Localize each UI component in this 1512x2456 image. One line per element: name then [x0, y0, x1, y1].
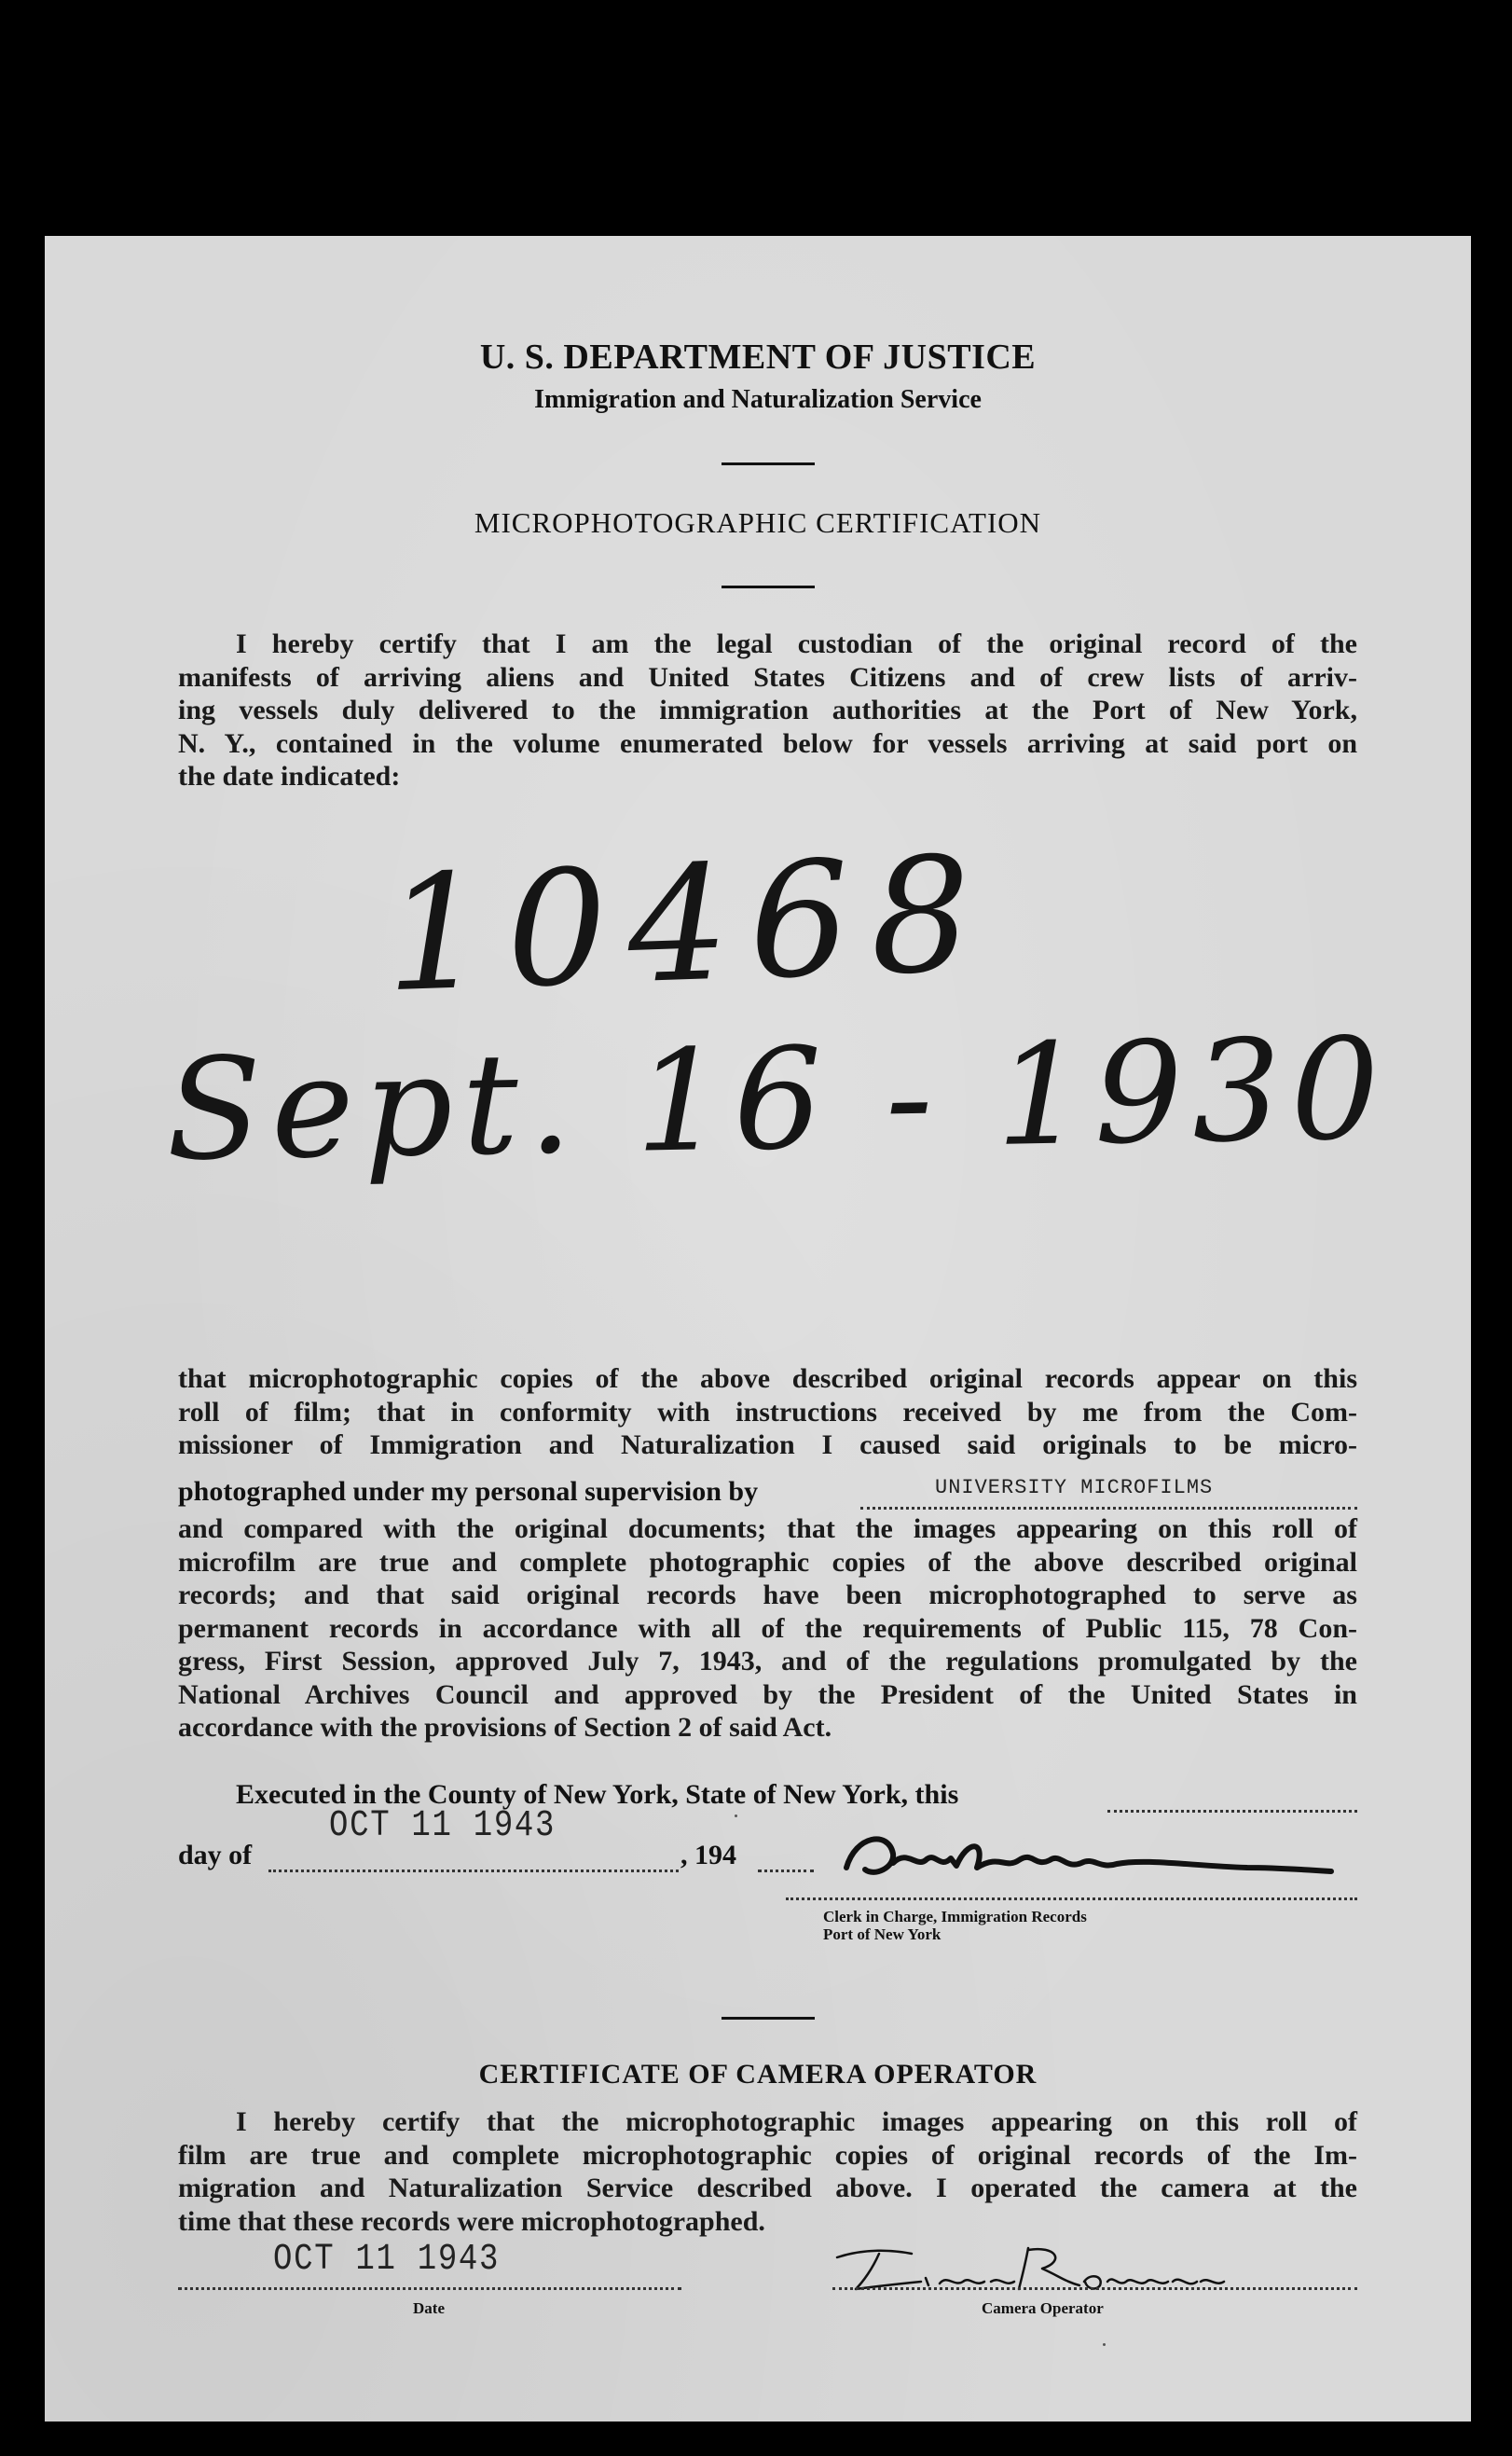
- certificate-page: [45, 236, 1471, 2422]
- text-line: migration and Naturalization Service described above. I operated the camera at the: [178, 2173, 1357, 2203]
- text-line: missioner of Immigration and Naturalization I caused said originals to be micro-: [178, 1429, 1357, 1460]
- text-line: National Archives Council and approved by the President of the United States in: [178, 1678, 1357, 1710]
- body-paragraph: [178, 1362, 1357, 1462]
- executed-date-stamp: OCT 11 1943: [329, 1805, 557, 1847]
- year-line: [758, 1870, 814, 1872]
- year-prefix: , 194: [680, 1840, 736, 1870]
- intro-paragraph: [178, 628, 1357, 793]
- body-paragraph-continued: [178, 1512, 1357, 1745]
- certification-title: MICROPHOTOGRAPHIC CERTIFICATION: [474, 506, 1042, 539]
- text-line: the date indicated:: [178, 761, 401, 792]
- department-heading: U. S. DEPARTMENT OF JUSTICE: [479, 338, 1037, 377]
- text-line: gress, First Session, approved July 7, 1943, and of the regulations promulgated by the: [178, 1646, 1357, 1676]
- divider-rule: [722, 462, 815, 465]
- text-line: accordance with the provisions of Section 2 of said Act.: [178, 1712, 832, 1743]
- text-line: time that these records were microphotographed.: [178, 2205, 765, 2237]
- text-line: I hereby certify that I am the legal custodian of the original record of the: [236, 628, 1357, 659]
- text-line: roll of film; that in conformity with instructions received by me from the Com-: [178, 1396, 1357, 1428]
- text-line: ing vessels duly delivered to the immigration authorities at the Port of New York,: [178, 695, 1357, 725]
- photographed-by-line: [860, 1507, 1357, 1510]
- text-line: I hereby certify that the microphotographic images appearing on this roll of: [236, 2106, 1357, 2137]
- divider-rule: [722, 2017, 815, 2020]
- divider-rule: [722, 586, 815, 588]
- camera-operator-signature-line: [832, 2287, 1357, 2290]
- clerk-signature: [837, 1812, 1359, 1900]
- handwritten-date: Sept. 16 - 1930: [164, 1008, 1391, 1193]
- paper-speck: [1103, 2343, 1106, 2346]
- camera-operator-paragraph: [178, 2105, 1357, 2238]
- service-subheading: Immigration and Naturalization Service: [534, 385, 982, 414]
- day-of-label: day of: [178, 1840, 253, 1870]
- camera-date-stamp: OCT 11 1943: [273, 2239, 501, 2281]
- text-line: permanent records in accordance with all of the requirements of Public 115, 78 Con-: [178, 1612, 1357, 1644]
- text-line: that microphotographic copies of the above described original records appear on this: [178, 1363, 1357, 1394]
- camera-operator-label: Camera Operator: [982, 2299, 1104, 2317]
- executed-text: Executed in the County of New York, State of New York, this: [236, 1779, 959, 1810]
- text-line: records; and that said original records have been microphotographed to serve as: [178, 1580, 1357, 1610]
- text-line: microfilm are true and complete photographic copies of the above described original: [178, 1546, 1357, 1578]
- text-line: and compared with the original documents; that the images appearing on this roll of: [178, 1513, 1357, 1544]
- text-line: N. Y., contained in the volume enumerated below for vessels arriving at said port on: [178, 727, 1357, 759]
- paper-speck: [735, 1814, 737, 1817]
- clerk-title-line2: Port of New York: [823, 1925, 942, 1943]
- camera-operator-section-title: CERTIFICATE OF CAMERA OPERATOR: [478, 2059, 1038, 2090]
- clerk-title-line1: Clerk in Charge, Immigration Records: [823, 1908, 1087, 1925]
- camera-date-line: [178, 2287, 681, 2290]
- clerk-signature-line: [786, 1897, 1357, 1900]
- photographed-by-value: UNIVERSITY MICROFILMS: [935, 1476, 1214, 1499]
- day-of-line: [268, 1870, 679, 1872]
- handwritten-volume-number: 10468: [381, 821, 996, 1028]
- text-line: manifests of arriving aliens and United States Citizens and of crew lists of arriv-: [178, 661, 1357, 693]
- date-label: Date: [413, 2299, 445, 2317]
- text-line: film are true and complete microphotographic copies of original records of the Im-: [178, 2139, 1357, 2171]
- photographed-by-label: photographed under my personal supervision by: [178, 1476, 759, 1507]
